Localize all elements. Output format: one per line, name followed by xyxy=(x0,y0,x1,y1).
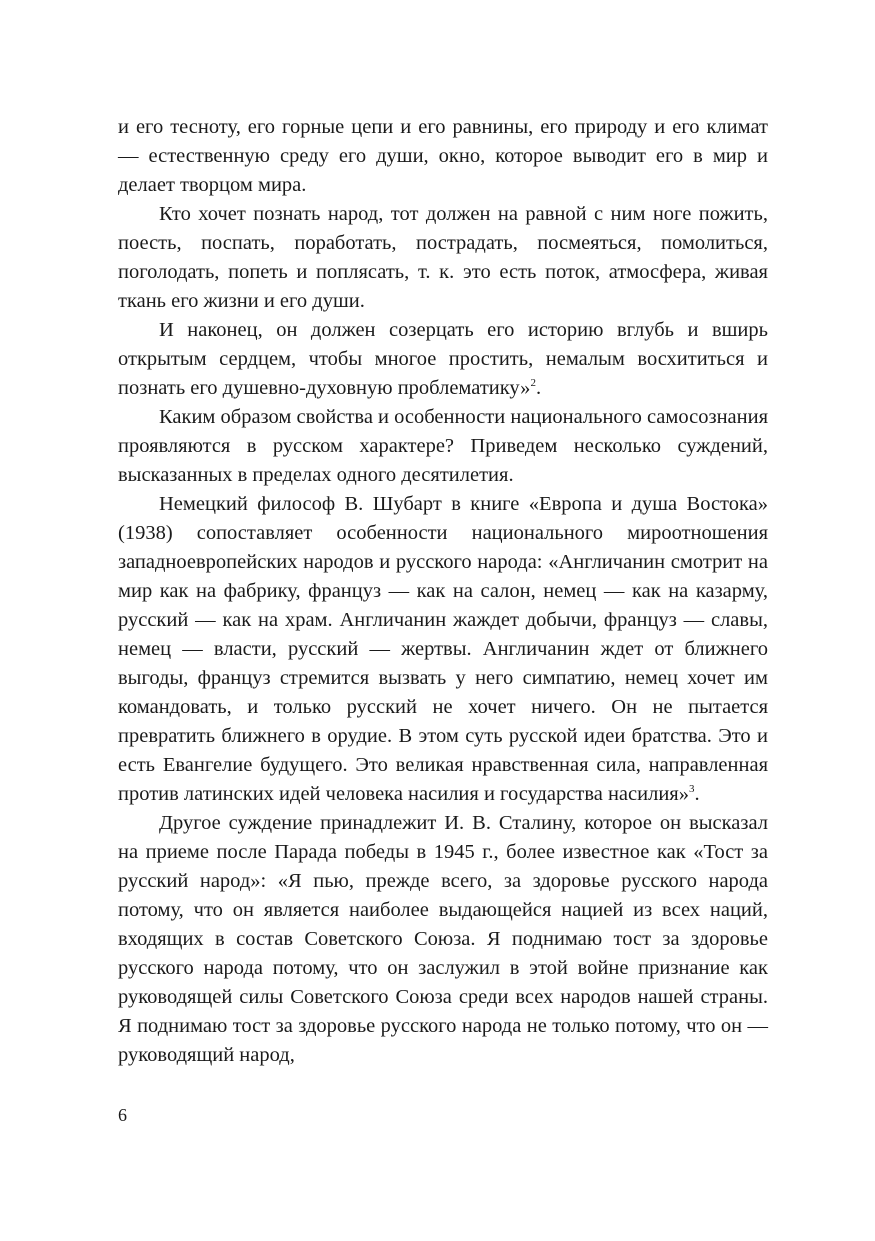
paragraph-2 xyxy=(118,200,768,316)
paragraph-3 xyxy=(118,316,768,403)
paragraph-6-text: Другое суждение принадлежит И. В. Сталину, которое он высказал на приеме после Парада победы в 1945 г., более известное как «Тост за русский народ»: «Я пью, прежде всего, за здоровье русского народа потому, что он является наиболее выдающейся нацией из всех наций, входящих в состав Советского Союза. Я поднимаю тост за здоровье русского народа потому, что он заслужил в этой войне признание как руководящей силы Советского Союза среди всех народов нашей страны. Я поднимаю тост за здоровье русского народа не только потому, что он — руководящий народ, xyxy=(118,812,768,1066)
paragraph-1-text: и его тесноту, его горные цепи и его равнины, его природу и его климат — естественную среду его души, окно, которое выводит его в мир и делает творцом мира. xyxy=(118,116,768,196)
paragraph-6 xyxy=(118,809,768,1070)
paragraph-5-text: Немецкий философ В. Шубарт в книге «Европа и душа Востока» (1938) сопоставляет особенности национального мироотношения западноевропейских народов и русского народа: «Англичанин смотрит на мир как на фабрику, француз — как на салон, немец — как на казарму, русский — как на храм. Англичанин жаждет добычи, француз — славы, немец — власти, русский — жертвы. Англичанин ждет от ближнего выгоды, француз стремится вызвать у него симпатию, немец хочет им командовать, и только русский не хочет ничего. Он не пытается превратить ближнего в орудие. В этом суть русской идеи братства. Это и есть Евангелие будущего. Это великая нравственная сила, направленная против латинских идей человека насилия и государства насилия» xyxy=(118,493,768,805)
footnote-marker-3[interactable]: 3 xyxy=(688,783,695,796)
paragraph-4 xyxy=(118,403,768,490)
page-body xyxy=(118,113,768,1070)
paragraph-3-text: И наконец, он должен созерцать его историю вглубь и вширь открытым сердцем, чтобы многое простить, немалым восхититься и познать его душевно-духовную проблематику» xyxy=(118,319,768,399)
paragraph-5 xyxy=(118,490,768,809)
paragraph-5-tail: . xyxy=(694,783,700,805)
page-number: 6 xyxy=(118,1105,127,1125)
footnote-marker-2[interactable]: 2 xyxy=(530,377,536,390)
paragraph-4-text: Каким образом свойства и особенности национального самосознания проявляются в русском характере? Приведем несколько суждений, высказанных в пределах одного десятилетия. xyxy=(118,406,769,486)
paragraph-2-text: Кто хочет познать народ, тот должен на равной с ним ноге пожить, поесть, поспать, поработать, пострадать, посмеяться, помолиться, поголодать, попеть и поплясать, т. к. это есть поток, атмосфера, живая ткань его жизни и его души. xyxy=(118,203,768,312)
paragraph-1 xyxy=(118,113,768,200)
paragraph-3-tail: . xyxy=(535,377,542,399)
